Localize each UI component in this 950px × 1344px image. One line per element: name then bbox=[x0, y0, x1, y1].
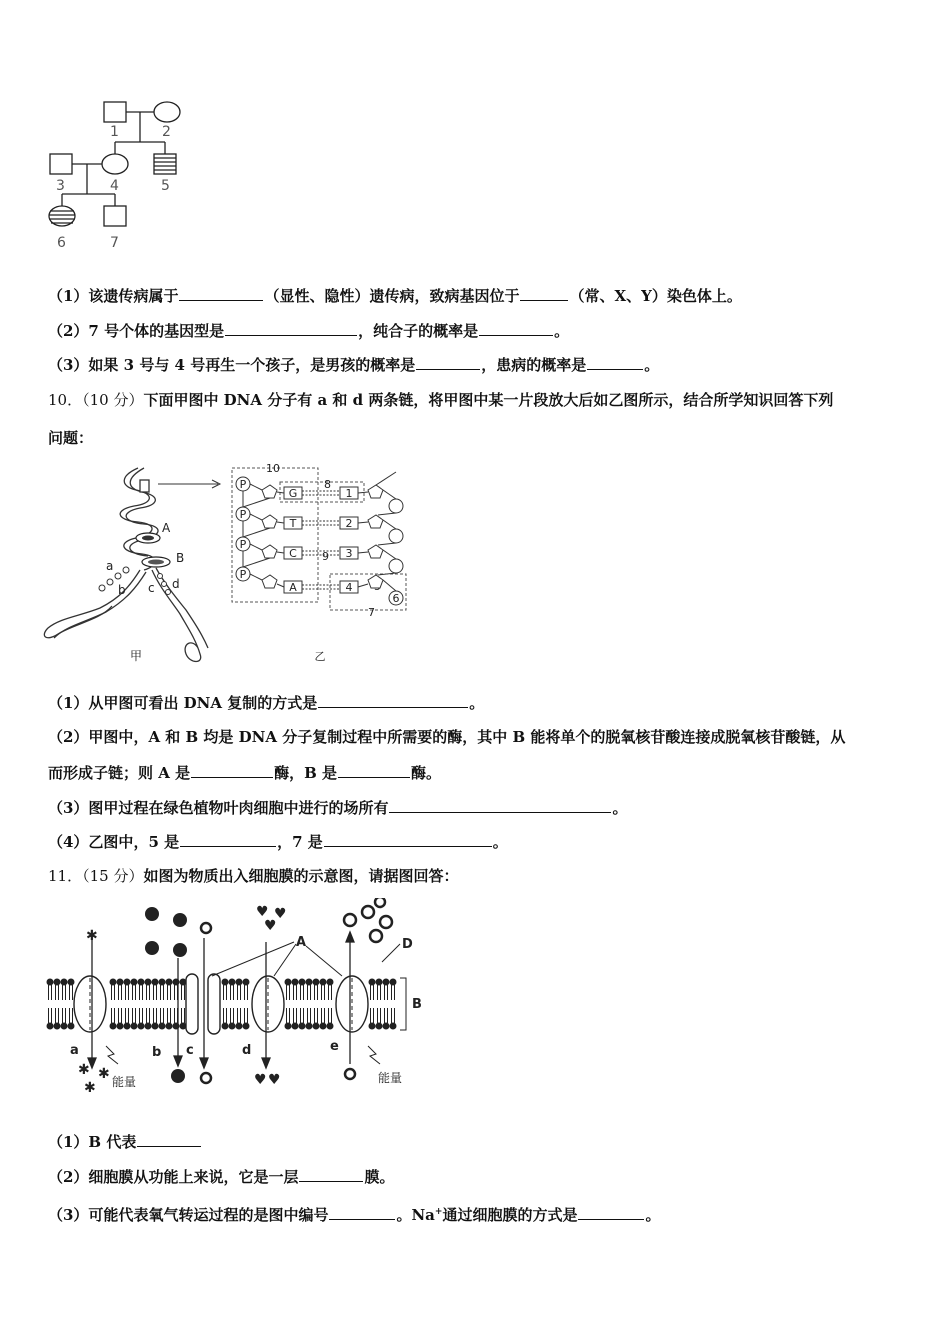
lipid-head bbox=[222, 1023, 228, 1029]
fig-label-B: B bbox=[176, 551, 185, 565]
yi-label-9: 9 bbox=[322, 550, 329, 563]
membrane-label-b: b bbox=[152, 1045, 162, 1060]
lipid-head bbox=[152, 1023, 158, 1029]
pedigree-male-3 bbox=[50, 154, 72, 174]
lipid-head bbox=[54, 979, 60, 985]
yi-base-left: A bbox=[289, 581, 297, 594]
membrane-label-A: A bbox=[296, 935, 307, 950]
lipid-head bbox=[243, 1023, 249, 1029]
pedigree-label-1: 1 bbox=[110, 124, 119, 140]
q10-stem-cont: 问题： bbox=[48, 429, 94, 447]
yi-base-left: G bbox=[288, 487, 298, 500]
answer-blank[interactable] bbox=[324, 832, 492, 847]
yi-base-right: 3 bbox=[345, 547, 353, 560]
asterisk-molecule-icon: ✱ bbox=[98, 1066, 110, 1082]
yi-phosphate-label: P bbox=[239, 538, 247, 551]
lipid-head bbox=[166, 979, 172, 985]
yi-base-right: 1 bbox=[345, 487, 353, 500]
yi-base-right: 2 bbox=[345, 517, 353, 530]
lipid-head bbox=[320, 979, 326, 985]
lipid-head bbox=[145, 1023, 151, 1029]
pedigree-affected-male-5 bbox=[154, 154, 176, 174]
answer-blank[interactable] bbox=[191, 763, 273, 778]
lipid-head bbox=[152, 979, 158, 985]
membrane-label-e: e bbox=[330, 1039, 339, 1054]
lipid-head bbox=[117, 1023, 123, 1029]
fig-caption-yi: 乙 bbox=[314, 650, 326, 663]
pedigree-male-7 bbox=[104, 206, 126, 226]
lipid-head bbox=[306, 1023, 312, 1029]
pedigree-label-3: 3 bbox=[56, 178, 65, 194]
heart-molecule-icon: ♥ bbox=[264, 918, 277, 934]
lipid-head bbox=[180, 979, 186, 985]
lipid-head bbox=[159, 979, 165, 985]
q10-sub2-cont: 而形成子链；则 A 是 酶，B 是 酶。 bbox=[48, 764, 442, 782]
answer-blank[interactable] bbox=[179, 286, 263, 301]
fig-label-b: b bbox=[118, 583, 126, 597]
q10-stem: 10．（10 分）下面甲图中 DNA 分子有 a 和 d 两条链，将甲图中某一片段放大后如乙图所示，结合所学知识回答下列 bbox=[48, 391, 834, 409]
answer-blank[interactable] bbox=[578, 1205, 644, 1220]
answer-blank[interactable] bbox=[180, 832, 276, 847]
heart-molecule-icon: ♥ bbox=[274, 906, 287, 922]
yi-base-left: T bbox=[289, 517, 297, 530]
answer-blank[interactable] bbox=[389, 798, 611, 813]
answer-blank[interactable] bbox=[520, 286, 568, 301]
lipid-head bbox=[138, 979, 144, 985]
q11-stem: 11．（15 分）如图为物质出入细胞膜的示意图，请据图回答： bbox=[48, 867, 459, 885]
lipid-head bbox=[47, 979, 53, 985]
pedigree-female-2 bbox=[154, 102, 180, 122]
lipid-head bbox=[299, 979, 305, 985]
lipid-head bbox=[313, 1023, 319, 1029]
lipid-head bbox=[110, 1023, 116, 1029]
lipid-head bbox=[54, 1023, 60, 1029]
yi-label-6: 6 bbox=[392, 592, 400, 605]
lipid-head bbox=[306, 979, 312, 985]
yi-base-left: C bbox=[289, 547, 297, 560]
lipid-head bbox=[327, 979, 333, 985]
pedigree-diagram bbox=[40, 92, 200, 252]
lipid-head bbox=[285, 1023, 291, 1029]
q11-sub2: （2）细胞膜从功能上来说，它是一层 膜。 bbox=[48, 1168, 395, 1186]
lipid-head bbox=[292, 979, 298, 985]
lipid-head bbox=[369, 1023, 375, 1029]
answer-blank[interactable] bbox=[299, 1167, 363, 1182]
asterisk-molecule-icon: ✱ bbox=[78, 1062, 90, 1078]
q10-sub4: （4）乙图中，5 是 ，7 是 。 bbox=[48, 833, 508, 851]
lipid-head bbox=[124, 979, 130, 985]
lipid-head bbox=[313, 979, 319, 985]
lipid-head bbox=[131, 979, 137, 985]
membrane-label-B: B bbox=[412, 997, 422, 1012]
lipid-head bbox=[61, 979, 67, 985]
energy-label: 能量 bbox=[378, 1071, 403, 1085]
energy-label: 能量 bbox=[112, 1075, 137, 1089]
fig-label-d: d bbox=[172, 577, 180, 591]
lipid-head bbox=[236, 979, 242, 985]
fig-label-A: A bbox=[162, 521, 171, 535]
lipid-head bbox=[68, 979, 74, 985]
lipid-head bbox=[327, 1023, 333, 1029]
yi-label-7: 7 bbox=[368, 606, 375, 619]
answer-blank[interactable] bbox=[137, 1132, 201, 1147]
lipid-head bbox=[376, 1023, 382, 1029]
cell-membrane-figure bbox=[44, 898, 434, 1098]
pedigree-label-6: 6 bbox=[57, 235, 66, 251]
yi-phosphate-label: P bbox=[239, 478, 247, 491]
pedigree-male-1 bbox=[104, 102, 126, 122]
yi-phosphate-label: P bbox=[239, 568, 247, 581]
pedigree-label-4: 4 bbox=[110, 178, 119, 194]
answer-blank[interactable] bbox=[416, 355, 480, 370]
lipid-head bbox=[222, 979, 228, 985]
dna-segment-figure bbox=[228, 462, 418, 667]
heart-molecule-icon: ♥ bbox=[268, 1072, 281, 1088]
lipid-head bbox=[229, 979, 235, 985]
lipid-head bbox=[383, 1023, 389, 1029]
membrane-label-d: d bbox=[242, 1043, 252, 1058]
pedigree-label-2: 2 bbox=[162, 124, 171, 140]
lipid-head bbox=[117, 979, 123, 985]
lipid-head bbox=[390, 1023, 396, 1029]
protein-c-left bbox=[186, 974, 198, 1034]
lipid-head bbox=[47, 1023, 53, 1029]
lipid-head bbox=[138, 1023, 144, 1029]
q10-sub2: （2）甲图中，A 和 B 均是 DNA 分子复制过程中所需要的酶，其中 B 能将单个的脱氧核苷酸连接成脱氧核苷酸链，从 bbox=[48, 728, 846, 746]
heart-molecule-icon: ♥ bbox=[254, 1072, 267, 1088]
answer-blank[interactable] bbox=[338, 763, 410, 778]
lipid-head bbox=[124, 1023, 130, 1029]
fig-caption-jia: 甲 bbox=[130, 649, 143, 663]
answer-blank[interactable] bbox=[479, 321, 553, 336]
lipid-head bbox=[243, 979, 249, 985]
fig-label-a: a bbox=[106, 559, 114, 573]
lipid-head bbox=[180, 1023, 186, 1029]
q9-sub1: （1）该遗传病属于 （显性、隐性）遗传病，致病基因位于 （常、X、Y）染色体上。 bbox=[48, 287, 742, 305]
lipid-head bbox=[383, 979, 389, 985]
q9-sub2: （2）7 号个体的基因型是 ，纯合子的概率是 。 bbox=[48, 322, 570, 340]
superscript-plus: + bbox=[434, 1207, 443, 1217]
q11-sub3: （3）可能代表氧气转运过程的是图中编号 。Na+通过细胞膜的方式是 。 bbox=[48, 1206, 661, 1224]
lipid-head bbox=[131, 1023, 137, 1029]
lipid-head bbox=[285, 979, 291, 985]
yi-phosphate-label: P bbox=[239, 508, 247, 521]
lipid-head bbox=[61, 1023, 67, 1029]
lipid-head bbox=[236, 1023, 242, 1029]
lipid-head bbox=[229, 1023, 235, 1029]
lipid-head bbox=[110, 979, 116, 985]
yi-label-10: 10 bbox=[266, 462, 280, 475]
yi-base-right: 4 bbox=[345, 581, 353, 594]
pedigree-female-4 bbox=[102, 154, 128, 174]
pedigree-label-5: 5 bbox=[161, 178, 170, 194]
lipid-head bbox=[68, 1023, 74, 1029]
answer-blank[interactable] bbox=[225, 321, 357, 336]
q10-sub3: （3）图甲过程在绿色植物叶肉细胞中进行的场所有 。 bbox=[48, 799, 628, 817]
q9-sub3: （3）如果 3 号与 4 号再生一个孩子，是男孩的概率是 ，患病的概率是 。 bbox=[48, 356, 660, 374]
protein-c-right bbox=[208, 974, 220, 1034]
dna-replication-figure bbox=[40, 458, 230, 668]
pedigree-label-7: 7 bbox=[110, 235, 119, 251]
lipid-head bbox=[390, 979, 396, 985]
answer-blank[interactable] bbox=[318, 693, 468, 708]
lipid-head bbox=[159, 1023, 165, 1029]
membrane-label-c: c bbox=[186, 1043, 194, 1058]
q10-sub1: （1）从甲图可看出 DNA 复制的方式是 。 bbox=[48, 694, 485, 712]
lipid-head bbox=[369, 979, 375, 985]
lipid-head bbox=[292, 1023, 298, 1029]
yi-label-8: 8 bbox=[324, 478, 331, 491]
asterisk-molecule-icon: ✱ bbox=[86, 928, 98, 944]
membrane-label-a: a bbox=[70, 1043, 79, 1058]
asterisk-molecule-icon: ✱ bbox=[84, 1080, 96, 1096]
membrane-label-D: D bbox=[402, 937, 413, 952]
lipid-head bbox=[320, 1023, 326, 1029]
lipid-head bbox=[145, 979, 151, 985]
q11-sub1: （1）B 代表 bbox=[48, 1132, 202, 1152]
answer-blank[interactable] bbox=[587, 355, 643, 370]
lipid-head bbox=[299, 1023, 305, 1029]
answer-blank[interactable] bbox=[329, 1205, 395, 1220]
fig-label-c: c bbox=[148, 581, 155, 595]
lipid-head bbox=[166, 1023, 172, 1029]
heart-molecule-icon: ♥ bbox=[256, 904, 269, 920]
lipid-head bbox=[376, 979, 382, 985]
